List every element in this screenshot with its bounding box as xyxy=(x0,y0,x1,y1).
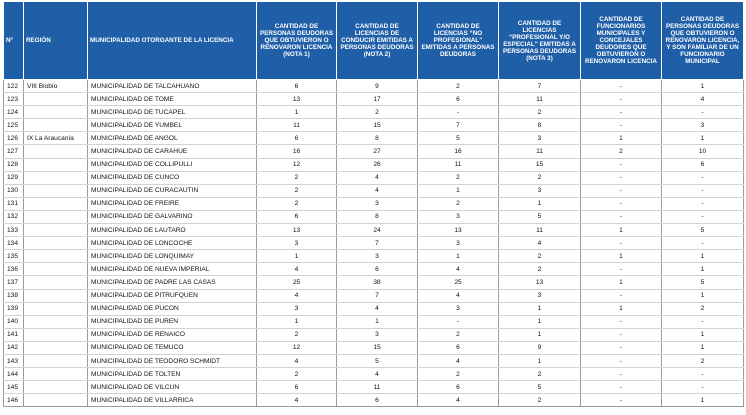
cell-funcionarios-deudores: - xyxy=(581,210,662,223)
cell-licencias-profesional: 7 xyxy=(499,80,581,93)
cell-numero: 122 xyxy=(4,80,24,93)
cell-funcionarios-deudores: - xyxy=(581,328,662,341)
cell-numero: 132 xyxy=(4,210,24,223)
cell-personas-deudoras: 2 xyxy=(257,197,337,210)
cell-region xyxy=(24,263,88,276)
cell-licencias-emitidas: 38 xyxy=(337,276,418,289)
cell-licencias-emitidas: 7 xyxy=(337,289,418,302)
cell-region xyxy=(24,184,88,197)
cell-licencias-profesional: 13 xyxy=(499,276,581,289)
cell-licencias-emitidas: 3 xyxy=(337,328,418,341)
cell-personas-deudoras: 1 xyxy=(257,106,337,119)
cell-personas-deudoras: 11 xyxy=(257,119,337,132)
cell-personas-deudoras: 6 xyxy=(257,80,337,93)
cell-municipalidad: MUNICIPALIDAD DE YUMBEL xyxy=(88,119,257,132)
cell-numero: 138 xyxy=(4,289,24,302)
cell-familiar-funcionario: 5 xyxy=(662,276,744,289)
cell-numero: 135 xyxy=(4,250,24,263)
cell-municipalidad: MUNICIPALIDAD DE TEODORO SCHMIDT xyxy=(88,354,257,367)
table-row xyxy=(4,80,744,93)
cell-region xyxy=(24,368,88,381)
cell-personas-deudoras: 3 xyxy=(257,237,337,250)
table-row xyxy=(4,132,744,145)
cell-familiar-funcionario: - xyxy=(662,171,744,184)
cell-funcionarios-deudores: - xyxy=(581,93,662,106)
header-row xyxy=(4,2,744,80)
cell-funcionarios-deudores: 1 xyxy=(581,250,662,263)
table-row xyxy=(4,145,744,158)
cell-licencias-no-profesional: 3 xyxy=(418,237,499,250)
cell-familiar-funcionario: - xyxy=(662,184,744,197)
cell-municipalidad: MUNICIPALIDAD DE TOLTEN xyxy=(88,368,257,381)
cell-numero: 130 xyxy=(4,184,24,197)
cell-personas-deudoras: 16 xyxy=(257,145,337,158)
cell-licencias-emitidas: 6 xyxy=(337,263,418,276)
cell-familiar-funcionario: 2 xyxy=(662,302,744,315)
cell-licencias-profesional: 11 xyxy=(499,224,581,237)
cell-region xyxy=(24,197,88,210)
cell-licencias-profesional: 1 xyxy=(499,315,581,328)
cell-region xyxy=(24,145,88,158)
cell-licencias-profesional: 15 xyxy=(499,158,581,171)
cell-licencias-no-profesional: 13 xyxy=(418,224,499,237)
cell-licencias-emitidas: 4 xyxy=(337,171,418,184)
cell-personas-deudoras: 4 xyxy=(257,394,337,407)
cell-licencias-no-profesional: 2 xyxy=(418,171,499,184)
cell-licencias-no-profesional: 4 xyxy=(418,263,499,276)
cell-licencias-profesional: 1 xyxy=(499,197,581,210)
table-row xyxy=(4,302,744,315)
cell-funcionarios-deudores: 1 xyxy=(581,132,662,145)
cell-funcionarios-deudores: - xyxy=(581,354,662,367)
table-body xyxy=(4,80,744,407)
cell-licencias-no-profesional: 5 xyxy=(418,132,499,145)
header-licencias-profesional: CANTIDAD DE LICENCIAS “PROFESIONAL Y/O ESPECIAL” EMITIDAS A PERSONAS DEUDORAS (NOTA 3) xyxy=(499,2,581,80)
cell-licencias-profesional: 4 xyxy=(499,237,581,250)
cell-licencias-profesional: 2 xyxy=(499,263,581,276)
table-row xyxy=(4,394,744,407)
cell-licencias-profesional: 1 xyxy=(499,354,581,367)
cell-region xyxy=(24,210,88,223)
cell-licencias-no-profesional: 3 xyxy=(418,210,499,223)
cell-familiar-funcionario: 1 xyxy=(662,250,744,263)
cell-funcionarios-deudores: - xyxy=(581,184,662,197)
cell-familiar-funcionario: 1 xyxy=(662,394,744,407)
cell-licencias-profesional: 2 xyxy=(499,394,581,407)
cell-region xyxy=(24,302,88,315)
cell-licencias-profesional: 5 xyxy=(499,381,581,394)
cell-familiar-funcionario: 1 xyxy=(662,132,744,145)
cell-licencias-profesional: 1 xyxy=(499,302,581,315)
cell-licencias-emitidas: 4 xyxy=(337,368,418,381)
cell-familiar-funcionario: - xyxy=(662,210,744,223)
cell-personas-deudoras: 6 xyxy=(257,381,337,394)
cell-municipalidad: MUNICIPALIDAD DE FREIRE xyxy=(88,197,257,210)
cell-licencias-no-profesional: 2 xyxy=(418,80,499,93)
cell-licencias-profesional: 11 xyxy=(499,93,581,106)
cell-municipalidad: MUNICIPALIDAD DE CARAHUE xyxy=(88,145,257,158)
cell-region xyxy=(24,381,88,394)
cell-numero: 145 xyxy=(4,381,24,394)
table-row xyxy=(4,354,744,367)
table-row xyxy=(4,210,744,223)
cell-region xyxy=(24,171,88,184)
cell-licencias-emitidas: 26 xyxy=(337,158,418,171)
cell-familiar-funcionario: 3 xyxy=(662,119,744,132)
cell-municipalidad: MUNICIPALIDAD DE LONCOCHE xyxy=(88,237,257,250)
cell-licencias-emitidas: 15 xyxy=(337,119,418,132)
cell-licencias-profesional: 11 xyxy=(499,145,581,158)
cell-personas-deudoras: 4 xyxy=(257,263,337,276)
cell-licencias-emitidas: 17 xyxy=(337,93,418,106)
cell-licencias-emitidas: 6 xyxy=(337,394,418,407)
cell-licencias-emitidas: 4 xyxy=(337,302,418,315)
cell-funcionarios-deudores: - xyxy=(581,315,662,328)
licencias-table xyxy=(3,1,744,407)
cell-licencias-no-profesional: 4 xyxy=(418,289,499,302)
cell-licencias-emitidas: 4 xyxy=(337,184,418,197)
cell-municipalidad: MUNICIPALIDAD DE GALVARINO xyxy=(88,210,257,223)
table-row xyxy=(4,381,744,394)
cell-licencias-profesional: 9 xyxy=(499,341,581,354)
cell-funcionarios-deudores: - xyxy=(581,394,662,407)
cell-licencias-profesional: 2 xyxy=(499,106,581,119)
cell-licencias-emitidas: 8 xyxy=(337,210,418,223)
cell-municipalidad: MUNICIPALIDAD DE PADRE LAS CASAS xyxy=(88,276,257,289)
cell-personas-deudoras: 6 xyxy=(257,132,337,145)
cell-familiar-funcionario: - xyxy=(662,237,744,250)
cell-numero: 137 xyxy=(4,276,24,289)
cell-licencias-profesional: 2 xyxy=(499,171,581,184)
cell-funcionarios-deudores: - xyxy=(581,158,662,171)
cell-licencias-emitidas: 5 xyxy=(337,354,418,367)
cell-funcionarios-deudores: - xyxy=(581,80,662,93)
cell-licencias-no-profesional: 3 xyxy=(418,302,499,315)
cell-region xyxy=(24,250,88,263)
cell-licencias-profesional: 3 xyxy=(499,132,581,145)
cell-licencias-no-profesional: 1 xyxy=(418,250,499,263)
cell-region xyxy=(24,289,88,302)
cell-numero: 140 xyxy=(4,315,24,328)
cell-numero: 133 xyxy=(4,224,24,237)
cell-licencias-emitidas: 3 xyxy=(337,197,418,210)
cell-funcionarios-deudores: - xyxy=(581,289,662,302)
cell-licencias-no-profesional: 6 xyxy=(418,93,499,106)
cell-personas-deudoras: 13 xyxy=(257,224,337,237)
table-row xyxy=(4,341,744,354)
cell-region: VIII Biobío xyxy=(24,80,88,93)
table-row xyxy=(4,224,744,237)
cell-municipalidad: MUNICIPALIDAD DE CUNCO xyxy=(88,171,257,184)
cell-personas-deudoras: 6 xyxy=(257,210,337,223)
cell-licencias-no-profesional: 4 xyxy=(418,354,499,367)
cell-region xyxy=(24,328,88,341)
cell-numero: 136 xyxy=(4,263,24,276)
cell-personas-deudoras: 1 xyxy=(257,315,337,328)
table-row xyxy=(4,119,744,132)
table-row xyxy=(4,250,744,263)
cell-numero: 129 xyxy=(4,171,24,184)
cell-familiar-funcionario: 4 xyxy=(662,93,744,106)
header-funcionarios-deudores: CANTIDAD DE FUNCIONARIOS MUNICIPALES Y CONCEJALES DEUDORES QUE OBTUVIERON O RENOVARON LICENCIA xyxy=(581,2,662,80)
cell-personas-deudoras: 13 xyxy=(257,93,337,106)
cell-licencias-no-profesional: 11 xyxy=(418,158,499,171)
cell-municipalidad: MUNICIPALIDAD DE COLLIPULLI xyxy=(88,158,257,171)
cell-licencias-emitidas: 9 xyxy=(337,80,418,93)
header-licencias-emitidas: CANTIDAD DE LICENCIAS DE CONDUCIR EMITIDAS A PERSONAS DEUDORAS (NOTA 2) xyxy=(337,2,418,80)
cell-numero: 142 xyxy=(4,341,24,354)
cell-licencias-profesional: 8 xyxy=(499,119,581,132)
cell-numero: 127 xyxy=(4,145,24,158)
cell-municipalidad: MUNICIPALIDAD DE VILLARRICA xyxy=(88,394,257,407)
cell-numero: 146 xyxy=(4,394,24,407)
cell-licencias-profesional: 5 xyxy=(499,210,581,223)
cell-licencias-no-profesional: 1 xyxy=(418,184,499,197)
cell-licencias-profesional: 3 xyxy=(499,184,581,197)
cell-region xyxy=(24,354,88,367)
cell-personas-deudoras: 3 xyxy=(257,302,337,315)
cell-familiar-funcionario: - xyxy=(662,381,744,394)
cell-funcionarios-deudores: - xyxy=(581,106,662,119)
cell-municipalidad: MUNICIPALIDAD DE RENAICO xyxy=(88,328,257,341)
header-personas-deudoras: CANTIDAD DE PERSONAS DEUDORAS QUE OBTUVIERON O RENOVARON LICENCIA (NOTA 1) xyxy=(257,2,337,80)
cell-familiar-funcionario: 10 xyxy=(662,145,744,158)
cell-numero: 131 xyxy=(4,197,24,210)
cell-personas-deudoras: 2 xyxy=(257,368,337,381)
cell-region: IX La Araucanía xyxy=(24,132,88,145)
cell-licencias-emitidas: 11 xyxy=(337,381,418,394)
cell-funcionarios-deudores: 1 xyxy=(581,276,662,289)
cell-licencias-no-profesional: 2 xyxy=(418,197,499,210)
cell-personas-deudoras: 2 xyxy=(257,328,337,341)
cell-familiar-funcionario: 2 xyxy=(662,354,744,367)
cell-licencias-no-profesional: 2 xyxy=(418,328,499,341)
cell-funcionarios-deudores: - xyxy=(581,341,662,354)
cell-region xyxy=(24,341,88,354)
cell-licencias-emitidas: 8 xyxy=(337,132,418,145)
cell-municipalidad: MUNICIPALIDAD DE CURACAUTIN xyxy=(88,184,257,197)
header-numero: Nº xyxy=(4,2,24,80)
cell-personas-deudoras: 4 xyxy=(257,289,337,302)
cell-licencias-emitidas: 24 xyxy=(337,224,418,237)
cell-numero: 134 xyxy=(4,237,24,250)
cell-region xyxy=(24,315,88,328)
cell-numero: 126 xyxy=(4,132,24,145)
cell-region xyxy=(24,237,88,250)
cell-familiar-funcionario: - xyxy=(662,315,744,328)
cell-municipalidad: MUNICIPALIDAD DE LAUTARO xyxy=(88,224,257,237)
cell-numero: 139 xyxy=(4,302,24,315)
cell-funcionarios-deudores: 2 xyxy=(581,145,662,158)
cell-familiar-funcionario: 5 xyxy=(662,224,744,237)
cell-funcionarios-deudores: - xyxy=(581,368,662,381)
cell-personas-deudoras: 4 xyxy=(257,354,337,367)
cell-licencias-profesional: 1 xyxy=(499,328,581,341)
cell-licencias-no-profesional: - xyxy=(418,315,499,328)
table-row xyxy=(4,328,744,341)
cell-region xyxy=(24,224,88,237)
cell-funcionarios-deudores: - xyxy=(581,381,662,394)
cell-personas-deudoras: 12 xyxy=(257,341,337,354)
cell-licencias-no-profesional: 2 xyxy=(418,368,499,381)
header-licencias-no-profesional: CANTIDAD DE LICENCIAS “NO PROFESIONAL” EMITIDAS A PERSONAS DEUDORAS xyxy=(418,2,499,80)
table-row xyxy=(4,93,744,106)
cell-licencias-profesional: 2 xyxy=(499,368,581,381)
cell-numero: 141 xyxy=(4,328,24,341)
data-table-container xyxy=(3,1,743,407)
table-row xyxy=(4,197,744,210)
cell-municipalidad: MUNICIPALIDAD DE TEMUCO xyxy=(88,341,257,354)
cell-region xyxy=(24,119,88,132)
cell-numero: 128 xyxy=(4,158,24,171)
cell-licencias-emitidas: 2 xyxy=(337,106,418,119)
cell-personas-deudoras: 1 xyxy=(257,250,337,263)
cell-numero: 144 xyxy=(4,368,24,381)
cell-funcionarios-deudores: - xyxy=(581,263,662,276)
cell-licencias-no-profesional: 25 xyxy=(418,276,499,289)
cell-familiar-funcionario: - xyxy=(662,368,744,381)
table-row xyxy=(4,263,744,276)
header-familiar-funcionario: CANTIDAD DE PERSONAS DEUDORAS QUE OBTUVIERON O RENOVARON LICENCIA, Y SON FAMILIAR DE UN FUNCIONARIO MUNICIPAL xyxy=(662,2,744,80)
cell-municipalidad: MUNICIPALIDAD DE TOME xyxy=(88,93,257,106)
cell-familiar-funcionario: 1 xyxy=(662,263,744,276)
cell-numero: 124 xyxy=(4,106,24,119)
cell-municipalidad: MUNICIPALIDAD DE TALCAHUANO xyxy=(88,80,257,93)
cell-funcionarios-deudores: - xyxy=(581,197,662,210)
cell-municipalidad: MUNICIPALIDAD DE NUEVA IMPERIAL xyxy=(88,263,257,276)
cell-licencias-profesional: 2 xyxy=(499,250,581,263)
cell-municipalidad: MUNICIPALIDAD DE TUCAPEL xyxy=(88,106,257,119)
cell-funcionarios-deudores: - xyxy=(581,237,662,250)
cell-familiar-funcionario: 1 xyxy=(662,80,744,93)
cell-familiar-funcionario: 1 xyxy=(662,341,744,354)
cell-funcionarios-deudores: 1 xyxy=(581,302,662,315)
cell-licencias-emitidas: 7 xyxy=(337,237,418,250)
cell-funcionarios-deudores: - xyxy=(581,171,662,184)
cell-region xyxy=(24,276,88,289)
table-row xyxy=(4,158,744,171)
cell-numero: 143 xyxy=(4,354,24,367)
cell-municipalidad: MUNICIPALIDAD DE PUCON xyxy=(88,302,257,315)
table-row xyxy=(4,106,744,119)
cell-licencias-no-profesional: - xyxy=(418,106,499,119)
header-region: REGIÓN xyxy=(24,2,88,80)
table-row xyxy=(4,171,744,184)
table-row xyxy=(4,315,744,328)
cell-municipalidad: MUNICIPALIDAD DE VILCUN xyxy=(88,381,257,394)
cell-region xyxy=(24,158,88,171)
cell-familiar-funcionario: 1 xyxy=(662,289,744,302)
cell-personas-deudoras: 25 xyxy=(257,276,337,289)
table-row xyxy=(4,289,744,302)
cell-licencias-no-profesional: 6 xyxy=(418,341,499,354)
cell-familiar-funcionario: 1 xyxy=(662,328,744,341)
cell-numero: 123 xyxy=(4,93,24,106)
cell-personas-deudoras: 2 xyxy=(257,171,337,184)
cell-licencias-no-profesional: 4 xyxy=(418,394,499,407)
cell-licencias-profesional: 3 xyxy=(499,289,581,302)
cell-personas-deudoras: 12 xyxy=(257,158,337,171)
cell-region xyxy=(24,93,88,106)
cell-familiar-funcionario: - xyxy=(662,106,744,119)
table-row xyxy=(4,184,744,197)
cell-municipalidad: MUNICIPALIDAD DE LONQUIMAY xyxy=(88,250,257,263)
cell-licencias-emitidas: 15 xyxy=(337,341,418,354)
cell-licencias-emitidas: 27 xyxy=(337,145,418,158)
cell-municipalidad: MUNICIPALIDAD DE PUREN xyxy=(88,315,257,328)
cell-region xyxy=(24,394,88,407)
cell-numero: 125 xyxy=(4,119,24,132)
cell-licencias-emitidas: 3 xyxy=(337,250,418,263)
table-row xyxy=(4,368,744,381)
cell-personas-deudoras: 2 xyxy=(257,184,337,197)
table-row xyxy=(4,237,744,250)
cell-funcionarios-deudores: - xyxy=(581,119,662,132)
cell-region xyxy=(24,106,88,119)
cell-licencias-no-profesional: 7 xyxy=(418,119,499,132)
cell-familiar-funcionario: 6 xyxy=(662,158,744,171)
cell-licencias-no-profesional: 6 xyxy=(418,381,499,394)
cell-funcionarios-deudores: 1 xyxy=(581,224,662,237)
table-row xyxy=(4,276,744,289)
cell-licencias-no-profesional: 16 xyxy=(418,145,499,158)
cell-licencias-emitidas: 1 xyxy=(337,315,418,328)
header-municipalidad: MUNICIPALIDAD OTORGANTE DE LA LICENCIA xyxy=(88,2,257,80)
cell-municipalidad: MUNICIPALIDAD DE PITRUFQUEN xyxy=(88,289,257,302)
cell-familiar-funcionario: - xyxy=(662,197,744,210)
cell-municipalidad: MUNICIPALIDAD DE ANGOL xyxy=(88,132,257,145)
